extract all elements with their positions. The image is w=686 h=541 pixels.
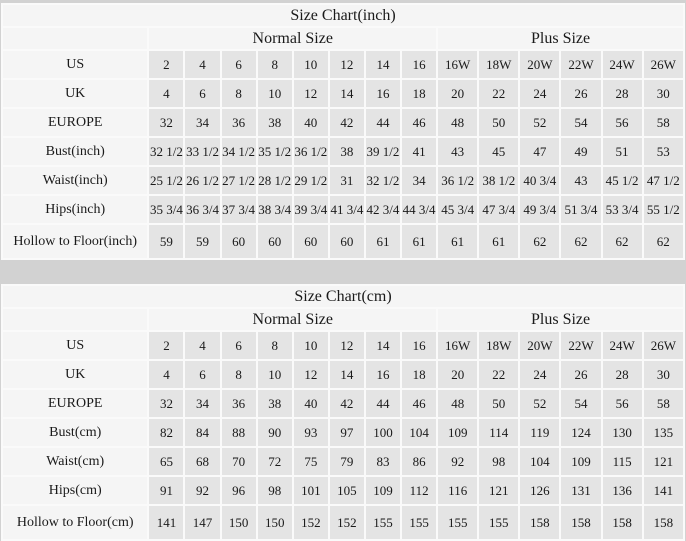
table-row — [2, 331, 684, 360]
size-cell: 158 — [643, 505, 684, 540]
size-cell: 38 — [257, 389, 293, 418]
row-label: Hips(inch) — [2, 195, 148, 224]
size-cell: 14 — [365, 50, 401, 79]
size-cell: 59 — [184, 224, 220, 259]
size-cell: 24W — [602, 50, 643, 79]
size-cell: 6 — [221, 50, 257, 79]
size-cell: 40 — [293, 108, 329, 137]
size-cell: 130 — [602, 418, 643, 447]
size-cell: 16 — [401, 331, 437, 360]
size-cell: 98 — [478, 447, 519, 476]
size-cell: 101 — [293, 476, 329, 505]
size-cell: 60 — [221, 224, 257, 259]
size-cell: 121 — [643, 447, 684, 476]
size-cell: 38 — [329, 137, 365, 166]
size-cell: 47 3/4 — [478, 195, 519, 224]
size-cell: 40 3/4 — [519, 166, 560, 195]
size-cell: 34 1/2 — [221, 137, 257, 166]
size-cell: 79 — [329, 447, 365, 476]
table-row — [2, 360, 684, 389]
size-cell: 97 — [329, 418, 365, 447]
size-cell: 39 3/4 — [293, 195, 329, 224]
size-cell: 92 — [184, 476, 220, 505]
size-cell: 33 1/2 — [184, 137, 220, 166]
table-row — [2, 50, 684, 79]
table-title: Size Chart(inch) — [2, 4, 684, 27]
row-label: Waist(inch) — [2, 166, 148, 195]
size-cell: 12 — [293, 360, 329, 389]
size-cell: 6 — [184, 360, 220, 389]
size-cell: 109 — [437, 418, 478, 447]
size-cell: 55 1/2 — [643, 195, 684, 224]
size-cell: 54 — [560, 108, 601, 137]
size-cell: 49 — [560, 137, 601, 166]
size-cell: 86 — [401, 447, 437, 476]
size-cell: 28 — [602, 360, 643, 389]
size-cell: 141 — [148, 505, 184, 540]
size-cell: 22W — [560, 50, 601, 79]
size-cell: 22 — [478, 360, 519, 389]
size-cell: 158 — [560, 505, 601, 540]
size-cell: 47 — [519, 137, 560, 166]
size-cell: 92 — [437, 447, 478, 476]
size-cell: 14 — [365, 331, 401, 360]
corner-cell — [2, 27, 148, 50]
size-cell: 42 — [329, 389, 365, 418]
size-cell: 16W — [437, 331, 478, 360]
size-cell: 28 — [602, 79, 643, 108]
size-cell: 31 — [329, 166, 365, 195]
size-cell: 84 — [184, 418, 220, 447]
size-cell: 54 — [560, 389, 601, 418]
size-cell: 152 — [329, 505, 365, 540]
size-cell: 53 3/4 — [602, 195, 643, 224]
size-cell: 61 — [365, 224, 401, 259]
row-label: Bust(inch) — [2, 137, 148, 166]
size-cell: 109 — [560, 447, 601, 476]
size-cell: 52 — [519, 389, 560, 418]
size-cell: 152 — [293, 505, 329, 540]
size-cell: 4 — [184, 331, 220, 360]
size-cell: 43 — [437, 137, 478, 166]
size-cell: 16W — [437, 50, 478, 79]
size-cell: 26 1/2 — [184, 166, 220, 195]
size-cell: 36 1/2 — [437, 166, 478, 195]
group-header-row — [2, 27, 684, 50]
size-cell: 10 — [257, 360, 293, 389]
size-cell: 56 — [602, 108, 643, 137]
size-cell: 8 — [257, 331, 293, 360]
table-row — [2, 195, 684, 224]
size-cell: 29 1/2 — [293, 166, 329, 195]
size-cell: 40 — [293, 389, 329, 418]
size-cell: 131 — [560, 476, 601, 505]
size-cell: 18W — [478, 50, 519, 79]
table-row — [2, 476, 684, 505]
size-cell: 62 — [519, 224, 560, 259]
row-label: UK — [2, 360, 148, 389]
size-cell: 104 — [401, 418, 437, 447]
size-cell: 42 3/4 — [365, 195, 401, 224]
size-cell: 47 1/2 — [643, 166, 684, 195]
size-cell: 12 — [329, 50, 365, 79]
size-cell: 114 — [478, 418, 519, 447]
table-title: Size Chart(cm) — [2, 285, 684, 308]
size-cell: 34 — [184, 389, 220, 418]
table-row — [2, 108, 684, 137]
size-cell: 38 1/2 — [478, 166, 519, 195]
size-cell: 18 — [401, 79, 437, 108]
size-cell: 20W — [519, 331, 560, 360]
title-row — [2, 285, 684, 308]
size-cell: 6 — [221, 331, 257, 360]
size-cell: 96 — [221, 476, 257, 505]
size-cell: 18W — [478, 331, 519, 360]
size-cell: 34 — [401, 166, 437, 195]
size-cell: 50 — [478, 389, 519, 418]
size-cell: 36 — [221, 108, 257, 137]
size-cell: 53 — [643, 137, 684, 166]
size-cell: 121 — [478, 476, 519, 505]
size-cell: 104 — [519, 447, 560, 476]
size-cell: 58 — [643, 108, 684, 137]
size-cell: 51 — [602, 137, 643, 166]
row-label: UK — [2, 79, 148, 108]
table-row — [2, 418, 684, 447]
size-cell: 141 — [643, 476, 684, 505]
size-cell: 59 — [148, 224, 184, 259]
size-cell: 150 — [257, 505, 293, 540]
size-cell: 150 — [221, 505, 257, 540]
group-header-normal: Normal Size — [148, 27, 437, 50]
group-header-plus: Plus Size — [437, 27, 684, 50]
size-cell: 49 3/4 — [519, 195, 560, 224]
size-cell: 82 — [148, 418, 184, 447]
group-header-plus: Plus Size — [437, 308, 684, 331]
size-cell: 115 — [602, 447, 643, 476]
size-cell: 16 — [401, 50, 437, 79]
size-cell: 34 — [184, 108, 220, 137]
size-cell: 62 — [602, 224, 643, 259]
size-cell: 109 — [365, 476, 401, 505]
size-cell: 4 — [184, 50, 220, 79]
size-cell: 26 — [560, 79, 601, 108]
size-cell: 26W — [643, 331, 684, 360]
row-label: Hollow to Floor(inch) — [2, 224, 148, 259]
size-cell: 52 — [519, 108, 560, 137]
size-cell: 88 — [221, 418, 257, 447]
size-cell: 93 — [293, 418, 329, 447]
size-cell: 20 — [437, 360, 478, 389]
size-cell: 83 — [365, 447, 401, 476]
size-cell: 116 — [437, 476, 478, 505]
size-cell: 61 — [437, 224, 478, 259]
size-cell: 36 1/2 — [293, 137, 329, 166]
size-cell: 12 — [293, 79, 329, 108]
size-cell: 37 3/4 — [221, 195, 257, 224]
size-cell: 38 3/4 — [257, 195, 293, 224]
size-cell: 136 — [602, 476, 643, 505]
size-cell: 158 — [602, 505, 643, 540]
size-cell: 65 — [148, 447, 184, 476]
size-cell: 147 — [184, 505, 220, 540]
size-chart-table-cm — [1, 284, 685, 541]
size-cell: 8 — [221, 360, 257, 389]
table-row — [2, 389, 684, 418]
size-cell: 62 — [560, 224, 601, 259]
size-cell: 72 — [257, 447, 293, 476]
size-cell: 27 1/2 — [221, 166, 257, 195]
size-cell: 58 — [643, 389, 684, 418]
size-cell: 155 — [401, 505, 437, 540]
row-label: Waist(cm) — [2, 447, 148, 476]
size-cell: 20W — [519, 50, 560, 79]
size-cell: 16 — [365, 79, 401, 108]
size-cell: 28 1/2 — [257, 166, 293, 195]
size-cell: 6 — [184, 79, 220, 108]
size-cell: 36 — [221, 389, 257, 418]
size-cell: 62 — [643, 224, 684, 259]
size-cell: 25 1/2 — [148, 166, 184, 195]
table-row — [2, 447, 684, 476]
size-cell: 90 — [257, 418, 293, 447]
size-cell: 56 — [602, 389, 643, 418]
size-cell: 61 — [478, 224, 519, 259]
size-cell: 44 — [365, 108, 401, 137]
size-cell: 155 — [365, 505, 401, 540]
size-cell: 2 — [148, 331, 184, 360]
size-cell: 155 — [437, 505, 478, 540]
size-cell: 61 — [401, 224, 437, 259]
size-cell: 32 — [148, 108, 184, 137]
size-cell: 39 1/2 — [365, 137, 401, 166]
size-cell: 45 — [478, 137, 519, 166]
size-cell: 30 — [643, 79, 684, 108]
row-label: US — [2, 331, 148, 360]
size-cell: 68 — [184, 447, 220, 476]
size-cell: 51 3/4 — [560, 195, 601, 224]
size-cell: 10 — [293, 50, 329, 79]
size-cell: 60 — [329, 224, 365, 259]
corner-cell — [2, 308, 148, 331]
size-cell: 98 — [257, 476, 293, 505]
size-cell: 60 — [257, 224, 293, 259]
size-cell: 24W — [602, 331, 643, 360]
table-row — [2, 79, 684, 108]
size-cell: 12 — [329, 331, 365, 360]
size-cell: 44 3/4 — [401, 195, 437, 224]
size-cell: 35 1/2 — [257, 137, 293, 166]
size-cell: 60 — [293, 224, 329, 259]
size-cell: 100 — [365, 418, 401, 447]
size-cell: 32 1/2 — [148, 137, 184, 166]
size-cell: 124 — [560, 418, 601, 447]
size-cell: 41 3/4 — [329, 195, 365, 224]
size-cell: 14 — [329, 79, 365, 108]
size-cell: 91 — [148, 476, 184, 505]
size-cell: 45 1/2 — [602, 166, 643, 195]
size-cell: 18 — [401, 360, 437, 389]
size-cell: 16 — [365, 360, 401, 389]
size-cell: 48 — [437, 108, 478, 137]
size-cell: 42 — [329, 108, 365, 137]
size-cell: 24 — [519, 79, 560, 108]
size-cell: 70 — [221, 447, 257, 476]
table-row — [2, 505, 684, 540]
size-cell: 41 — [401, 137, 437, 166]
size-cell: 2 — [148, 50, 184, 79]
size-cell: 22W — [560, 331, 601, 360]
size-cell: 46 — [401, 389, 437, 418]
size-cell: 10 — [257, 79, 293, 108]
row-label: Bust(cm) — [2, 418, 148, 447]
row-label: EUROPE — [2, 389, 148, 418]
size-cell: 105 — [329, 476, 365, 505]
size-cell: 8 — [221, 79, 257, 108]
size-cell: 112 — [401, 476, 437, 505]
size-cell: 32 1/2 — [365, 166, 401, 195]
size-cell: 26 — [560, 360, 601, 389]
size-cell: 126 — [519, 476, 560, 505]
size-cell: 35 3/4 — [148, 195, 184, 224]
size-cell: 75 — [293, 447, 329, 476]
row-label: US — [2, 50, 148, 79]
size-cell: 43 — [560, 166, 601, 195]
row-label: EUROPE — [2, 108, 148, 137]
size-cell: 32 — [148, 389, 184, 418]
size-cell: 10 — [293, 331, 329, 360]
size-cell: 26W — [643, 50, 684, 79]
size-chart-table-inch — [1, 3, 685, 260]
table-row — [2, 166, 684, 195]
size-cell: 38 — [257, 108, 293, 137]
size-cell: 50 — [478, 108, 519, 137]
size-cell: 14 — [329, 360, 365, 389]
size-cell: 8 — [257, 50, 293, 79]
size-cell: 45 3/4 — [437, 195, 478, 224]
title-row — [2, 4, 684, 27]
size-cell: 36 3/4 — [184, 195, 220, 224]
size-cell: 4 — [148, 79, 184, 108]
group-header-normal: Normal Size — [148, 308, 437, 331]
size-cell: 24 — [519, 360, 560, 389]
row-label: Hollow to Floor(cm) — [2, 505, 148, 540]
size-cell: 46 — [401, 108, 437, 137]
table-row — [2, 137, 684, 166]
size-cell: 48 — [437, 389, 478, 418]
table-row — [2, 224, 684, 259]
size-cell: 44 — [365, 389, 401, 418]
size-cell: 20 — [437, 79, 478, 108]
size-cell: 135 — [643, 418, 684, 447]
size-cell: 155 — [478, 505, 519, 540]
size-cell: 22 — [478, 79, 519, 108]
row-label: Hips(cm) — [2, 476, 148, 505]
size-cell: 30 — [643, 360, 684, 389]
size-cell: 4 — [148, 360, 184, 389]
size-cell: 158 — [519, 505, 560, 540]
group-header-row — [2, 308, 684, 331]
size-cell: 119 — [519, 418, 560, 447]
